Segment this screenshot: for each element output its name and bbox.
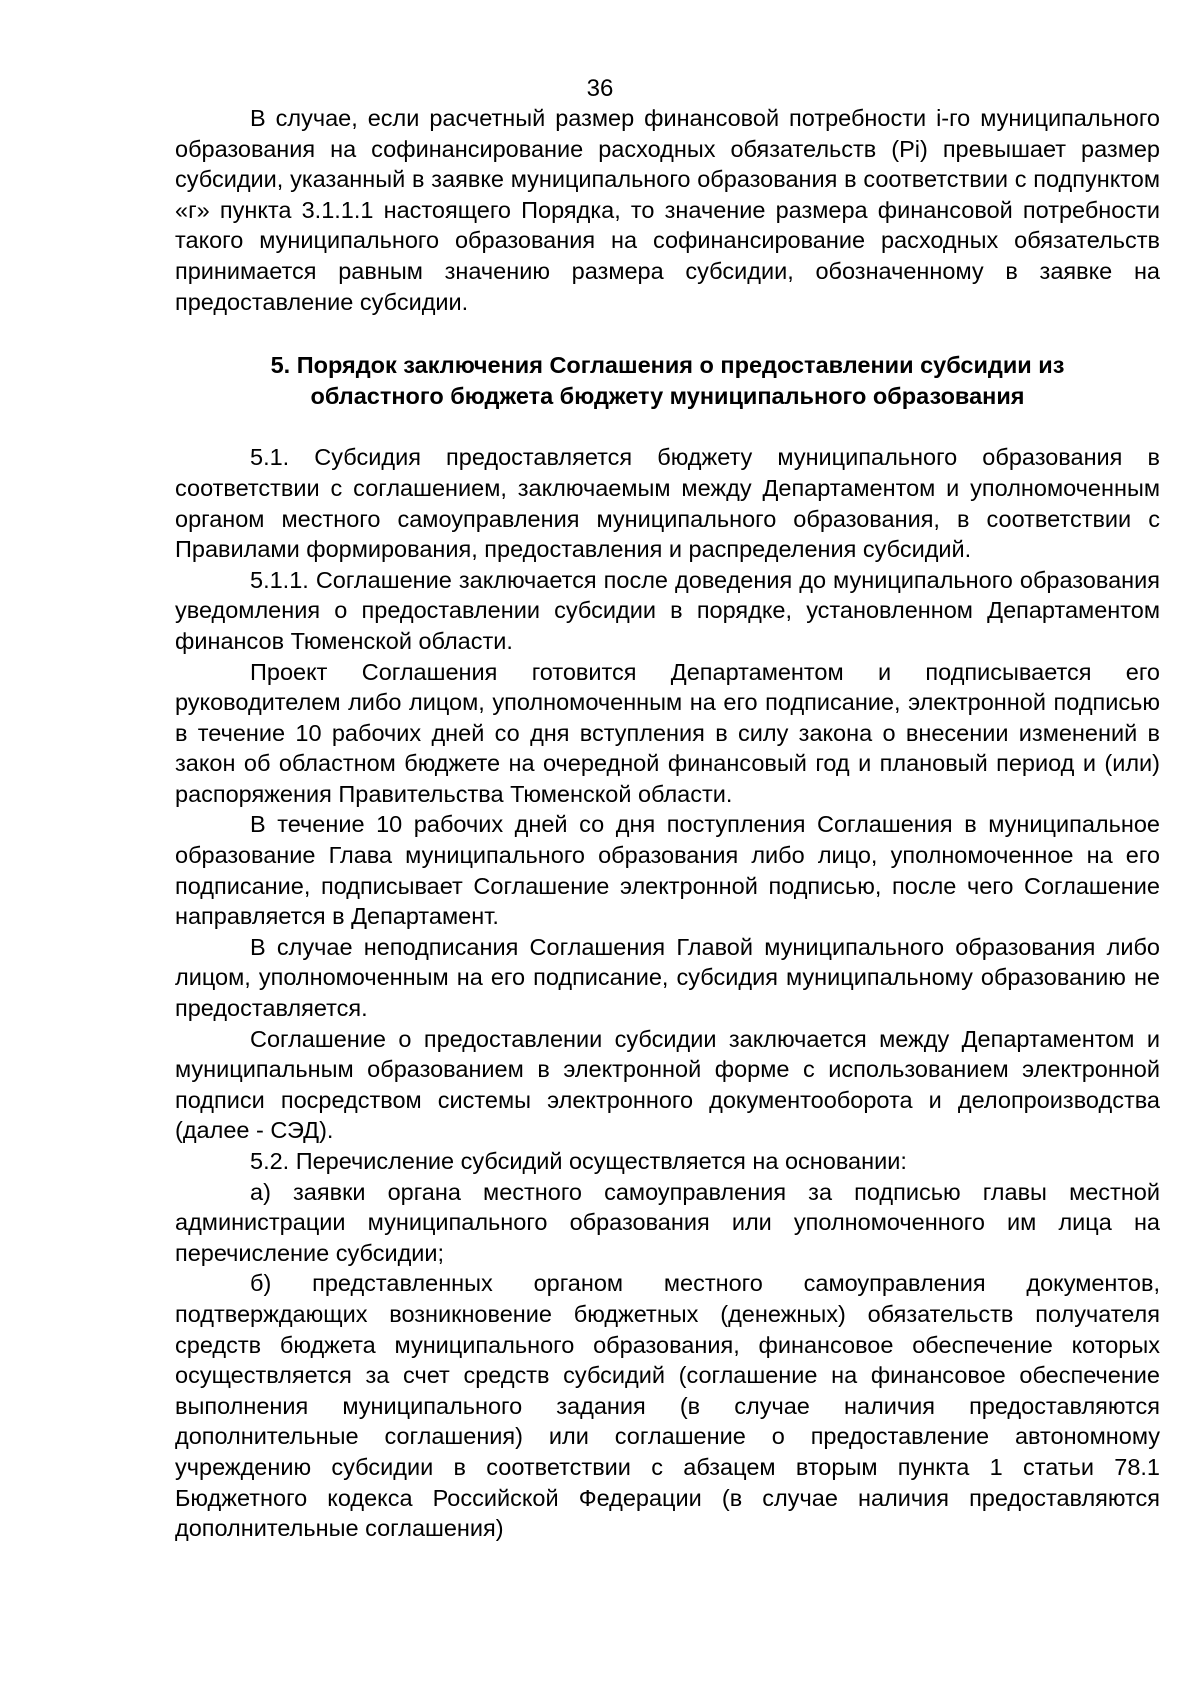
section-heading-line-1: 5. Порядок заключения Соглашения о предоставлении субсидии из	[270, 352, 1065, 379]
intro-paragraph: В случае, если расчетный размер финансовой потребности i-го муниципального образования на софинансирование расходных обязательств (Pi) превышает размер субсидии, указанный в заявке муниципального образования в соответствии с подпунктом «г» пункта 3.1.1.1 настоящего Порядка, то значение размера финансовой потребности такого муниципального образования на софинансирование расходных обязательств принимается равным значению размера субсидии, обозначенному в заявке на предоставление субсидии.	[175, 105, 1160, 315]
list-item-b: б) представленных органом местного самоуправления документов, подтверждающих возникновение бюджетных (денежных) обязательств получателя средств бюджета муниципального образования, финансовое обеспечение которых осуществляется за счет средств субсидий (соглашение на финансовое обеспечение выполнения муниципального задания (в случае наличия предоставляются дополнительные соглашения) или соглашение о предоставление автономному учреждению субсидии в соответствии с абзацем вторым пункта 1 статьи 78.1 Бюджетного кодекса Российской Федерации (в случае наличия предоставляются дополнительные соглашения)	[175, 1270, 1160, 1542]
section-heading-line-2: областного бюджета бюджету муниципального образования	[310, 382, 1025, 409]
paragraph-5-1-1: 5.1.1. Соглашение заключается после доведения до муниципального образования уведомления о предоставлении субсидии в порядке, установленном Департаментом финансов Тюменской области.	[175, 566, 1160, 654]
paragraph-non-signing: В случае неподписания Соглашения Главой муниципального образования либо лицом, уполномоченным на его подписание, субсидия муниципальному образованию не предоставляется.	[175, 933, 1160, 1022]
document-body	[175, 103, 1160, 1544]
paragraph-5-2: 5.2. Перечисление субсидий осуществляется на основании:	[250, 1148, 907, 1174]
section-heading	[175, 350, 1160, 411]
paragraph-5-1: 5.1. Субсидия предоставляется бюджету муниципального образования в соответствии с соглашением, заключаемым между Департаментом и уполномоченным органом местного самоуправления муниципального образования, в соответствии с Правилами формирования, предоставления и распределения субсидий.	[175, 444, 1160, 563]
paragraph-project-agreement: Проект Соглашения готовится Департаментом и подписывается его руководителем либо лицом, уполномоченным на его подписание, электронной подписью в течение 10 рабочих дней со дня вступления в силу закона о внесении изменений в закон об областном бюджете на очередной финансовый год и плановый период и (или) распоряжения Правительства Тюменской области.	[175, 658, 1160, 807]
paragraph-signing-period: В течение 10 рабочих дней со дня поступления Соглашения в муниципальное образование Глава муниципального образования либо лицо, уполномоченное на его подписание, подписывает Соглашение электронной подписью, после чего Соглашение направляется в Департамент.	[175, 811, 1160, 930]
paragraph-electronic-form: Соглашение о предоставлении субсидии заключается между Департаментом и муниципальным образованием в электронной форме с использованием электронной подписи посредством системы электронного документооборота и делопроизводства (далее - СЭД).	[175, 1025, 1160, 1144]
list-item-a: а) заявки органа местного самоуправления за подписью главы местной администрации муниципального образования или уполномоченного им лица на перечисление субсидии;	[175, 1178, 1160, 1266]
page-number: 36	[586, 75, 614, 102]
